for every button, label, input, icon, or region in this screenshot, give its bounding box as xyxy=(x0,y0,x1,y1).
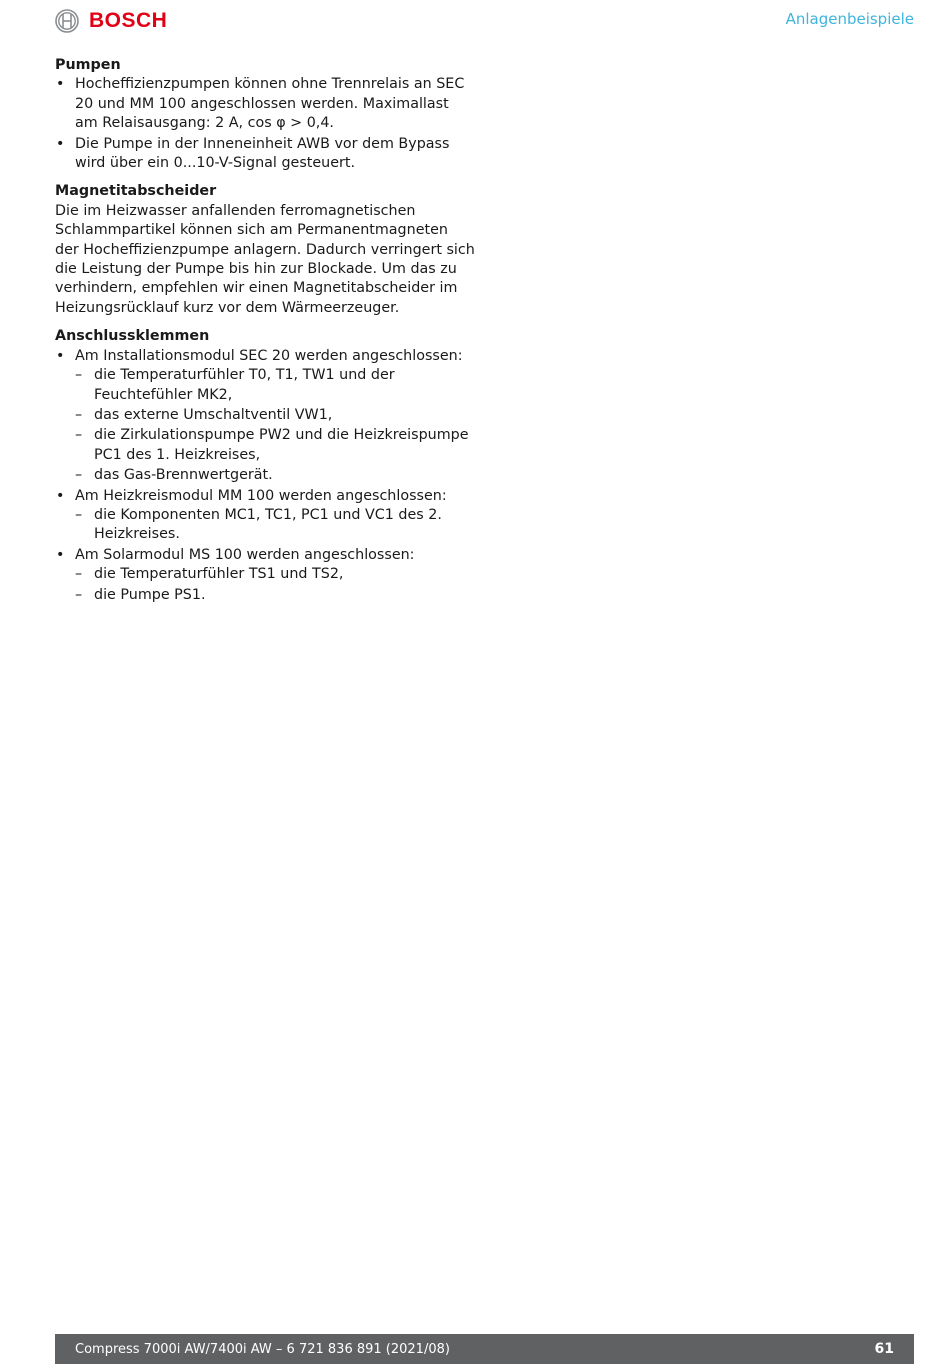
footer-bar xyxy=(55,1334,914,1364)
page-number: 61 xyxy=(874,1341,894,1357)
section-heading: Pumpen xyxy=(55,57,121,73)
list-item-text: Am Installationsmodul SEC 20 werden angeschlossen: xyxy=(75,347,463,364)
sub-list-item: – die Temperaturfühler TS1 und TS2, xyxy=(75,565,475,584)
section-title: Anlagenbeispiele xyxy=(785,10,914,28)
list-item xyxy=(55,487,475,545)
section-anschlussklemmen xyxy=(55,327,475,605)
sub-list-item: – das externe Umschaltventil VW1, xyxy=(75,406,475,425)
footer-document-id: Compress 7000i AW/7400i AW – 6 721 836 891 (2021/08) xyxy=(75,1341,450,1357)
section-pumpen xyxy=(55,56,475,173)
sub-list-item: – die Komponenten MC1, TC1, PC1 und VC1 des 2. Heizkreises. xyxy=(75,506,475,545)
sub-list-item: – die Temperaturfühler T0, T1, TW1 und der Feuchtefühler MK2, xyxy=(75,366,475,405)
section-magnetitabscheider xyxy=(55,182,475,318)
sub-list-item: – das Gas-Brennwertgerät. xyxy=(75,466,475,485)
list-item-text: Am Solarmodul MS 100 werden angeschlossen: xyxy=(75,546,415,563)
brand-name: BOSCH xyxy=(89,9,168,32)
list-item: • Hocheffizienzpumpen können ohne Trennrelais an SEC 20 und MM 100 angeschlossen werden. Maximallast am Relaisausgang: 2 A, cos φ > 0,4. xyxy=(55,75,475,133)
sub-list-item: – die Zirkulationspumpe PW2 und die Heizkreispumpe PC1 des 1. Heizkreises, xyxy=(75,426,475,465)
list-item: • Die Pumpe in der Inneneinheit AWB vor dem Bypass wird über ein 0...10-V-Signal gesteuert. xyxy=(55,135,475,174)
bosch-armature-icon xyxy=(55,9,79,33)
section-paragraph: Die im Heizwasser anfallenden ferromagnetischen Schlammpartikel können sich am Permanentmagneten der Hocheffizienzpumpe anlagern. Dadurch verringert sich die Leistung der Pumpe bis hin zur Blockade. Um das zu verhindern, empfehlen wir einen Magnetitabscheider im Heizungsrücklauf kurz vor dem Wärmeerzeuger. xyxy=(55,202,475,316)
sub-list-item: – die Pumpe PS1. xyxy=(75,586,475,605)
bullet-list xyxy=(55,347,475,605)
list-item xyxy=(55,347,475,486)
dash-list xyxy=(75,565,475,605)
section-heading: Anschlussklemmen xyxy=(55,328,210,345)
main-content xyxy=(55,56,475,614)
dash-list xyxy=(75,366,475,485)
list-item xyxy=(55,546,475,605)
brand-logo xyxy=(55,8,167,34)
dash-list xyxy=(75,506,475,545)
section-heading: Magnetitabscheider xyxy=(55,183,217,200)
list-item-text: Am Heizkreismodul MM 100 werden angeschlossen: xyxy=(75,487,447,504)
bullet-list xyxy=(55,75,475,173)
